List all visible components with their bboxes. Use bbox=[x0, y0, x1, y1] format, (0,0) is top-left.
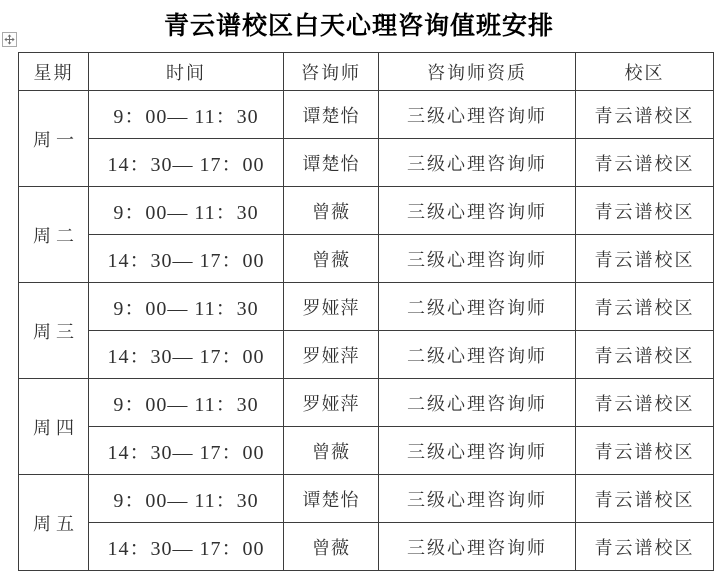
time-cell: 14：30— 17：00 bbox=[89, 235, 284, 283]
duty-schedule-table bbox=[18, 52, 714, 571]
column-header-campus: 校区 bbox=[576, 53, 714, 91]
day-cell-thursday: 周四 bbox=[19, 379, 89, 475]
campus-cell: 青云谱校区 bbox=[576, 91, 714, 139]
qualification-cell: 二级心理咨询师 bbox=[379, 379, 576, 427]
time-cell: 14：30— 17：00 bbox=[89, 427, 284, 475]
qualification-cell: 三级心理咨询师 bbox=[379, 139, 576, 187]
time-cell: 14：30— 17：00 bbox=[89, 139, 284, 187]
time-cell: 14：30— 17：00 bbox=[89, 331, 284, 379]
campus-cell: 青云谱校区 bbox=[576, 187, 714, 235]
time-cell: 9：00— 11：30 bbox=[89, 379, 284, 427]
counselor-cell: 罗娅萍 bbox=[284, 283, 379, 331]
qualification-cell: 三级心理咨询师 bbox=[379, 91, 576, 139]
column-header-counselor: 咨询师 bbox=[284, 53, 379, 91]
time-cell: 14：30— 17：00 bbox=[89, 523, 284, 571]
time-cell: 9：00— 11：30 bbox=[89, 475, 284, 523]
campus-cell: 青云谱校区 bbox=[576, 235, 714, 283]
campus-cell: 青云谱校区 bbox=[576, 523, 714, 571]
qualification-cell: 二级心理咨询师 bbox=[379, 331, 576, 379]
table-row bbox=[19, 91, 714, 139]
table-row bbox=[19, 139, 714, 187]
counselor-cell: 罗娅萍 bbox=[284, 379, 379, 427]
table-row bbox=[19, 235, 714, 283]
page-title: 青云谱校区白天心理咨询值班安排 bbox=[163, 13, 554, 40]
table-row bbox=[19, 187, 714, 235]
counselor-cell: 罗娅萍 bbox=[284, 331, 379, 379]
table-row bbox=[19, 331, 714, 379]
move-icon bbox=[4, 34, 15, 45]
counselor-cell: 曾薇 bbox=[284, 427, 379, 475]
qualification-cell: 三级心理咨询师 bbox=[379, 235, 576, 283]
qualification-cell: 三级心理咨询师 bbox=[379, 475, 576, 523]
counselor-cell: 谭楚怡 bbox=[284, 139, 379, 187]
table-row bbox=[19, 427, 714, 475]
counselor-cell: 谭楚怡 bbox=[284, 475, 379, 523]
table-row bbox=[19, 475, 714, 523]
day-cell-tuesday: 周二 bbox=[19, 187, 89, 283]
qualification-cell: 二级心理咨询师 bbox=[379, 283, 576, 331]
counselor-cell: 曾薇 bbox=[284, 235, 379, 283]
qualification-cell: 三级心理咨询师 bbox=[379, 523, 576, 571]
time-cell: 9：00— 11：30 bbox=[89, 187, 284, 235]
campus-cell: 青云谱校区 bbox=[576, 139, 714, 187]
table-row bbox=[19, 379, 714, 427]
table-row bbox=[19, 283, 714, 331]
campus-cell: 青云谱校区 bbox=[576, 427, 714, 475]
column-header-time: 时间 bbox=[89, 53, 284, 91]
table-row bbox=[19, 523, 714, 571]
counselor-cell: 曾薇 bbox=[284, 187, 379, 235]
day-cell-friday: 周五 bbox=[19, 475, 89, 571]
column-header-qualification: 咨询师资质 bbox=[379, 53, 576, 91]
campus-cell: 青云谱校区 bbox=[576, 379, 714, 427]
time-cell: 9：00— 11：30 bbox=[89, 91, 284, 139]
table-move-handle[interactable] bbox=[2, 32, 17, 47]
qualification-cell: 三级心理咨询师 bbox=[379, 187, 576, 235]
day-cell-wednesday: 周三 bbox=[19, 283, 89, 379]
time-cell: 9：00— 11：30 bbox=[89, 283, 284, 331]
column-header-weekday: 星期 bbox=[19, 53, 89, 91]
qualification-cell: 三级心理咨询师 bbox=[379, 427, 576, 475]
counselor-cell: 谭楚怡 bbox=[284, 91, 379, 139]
campus-cell: 青云谱校区 bbox=[576, 475, 714, 523]
header-row bbox=[19, 53, 714, 91]
campus-cell: 青云谱校区 bbox=[576, 283, 714, 331]
day-cell-monday: 周一 bbox=[19, 91, 89, 187]
counselor-cell: 曾薇 bbox=[284, 523, 379, 571]
campus-cell: 青云谱校区 bbox=[576, 331, 714, 379]
